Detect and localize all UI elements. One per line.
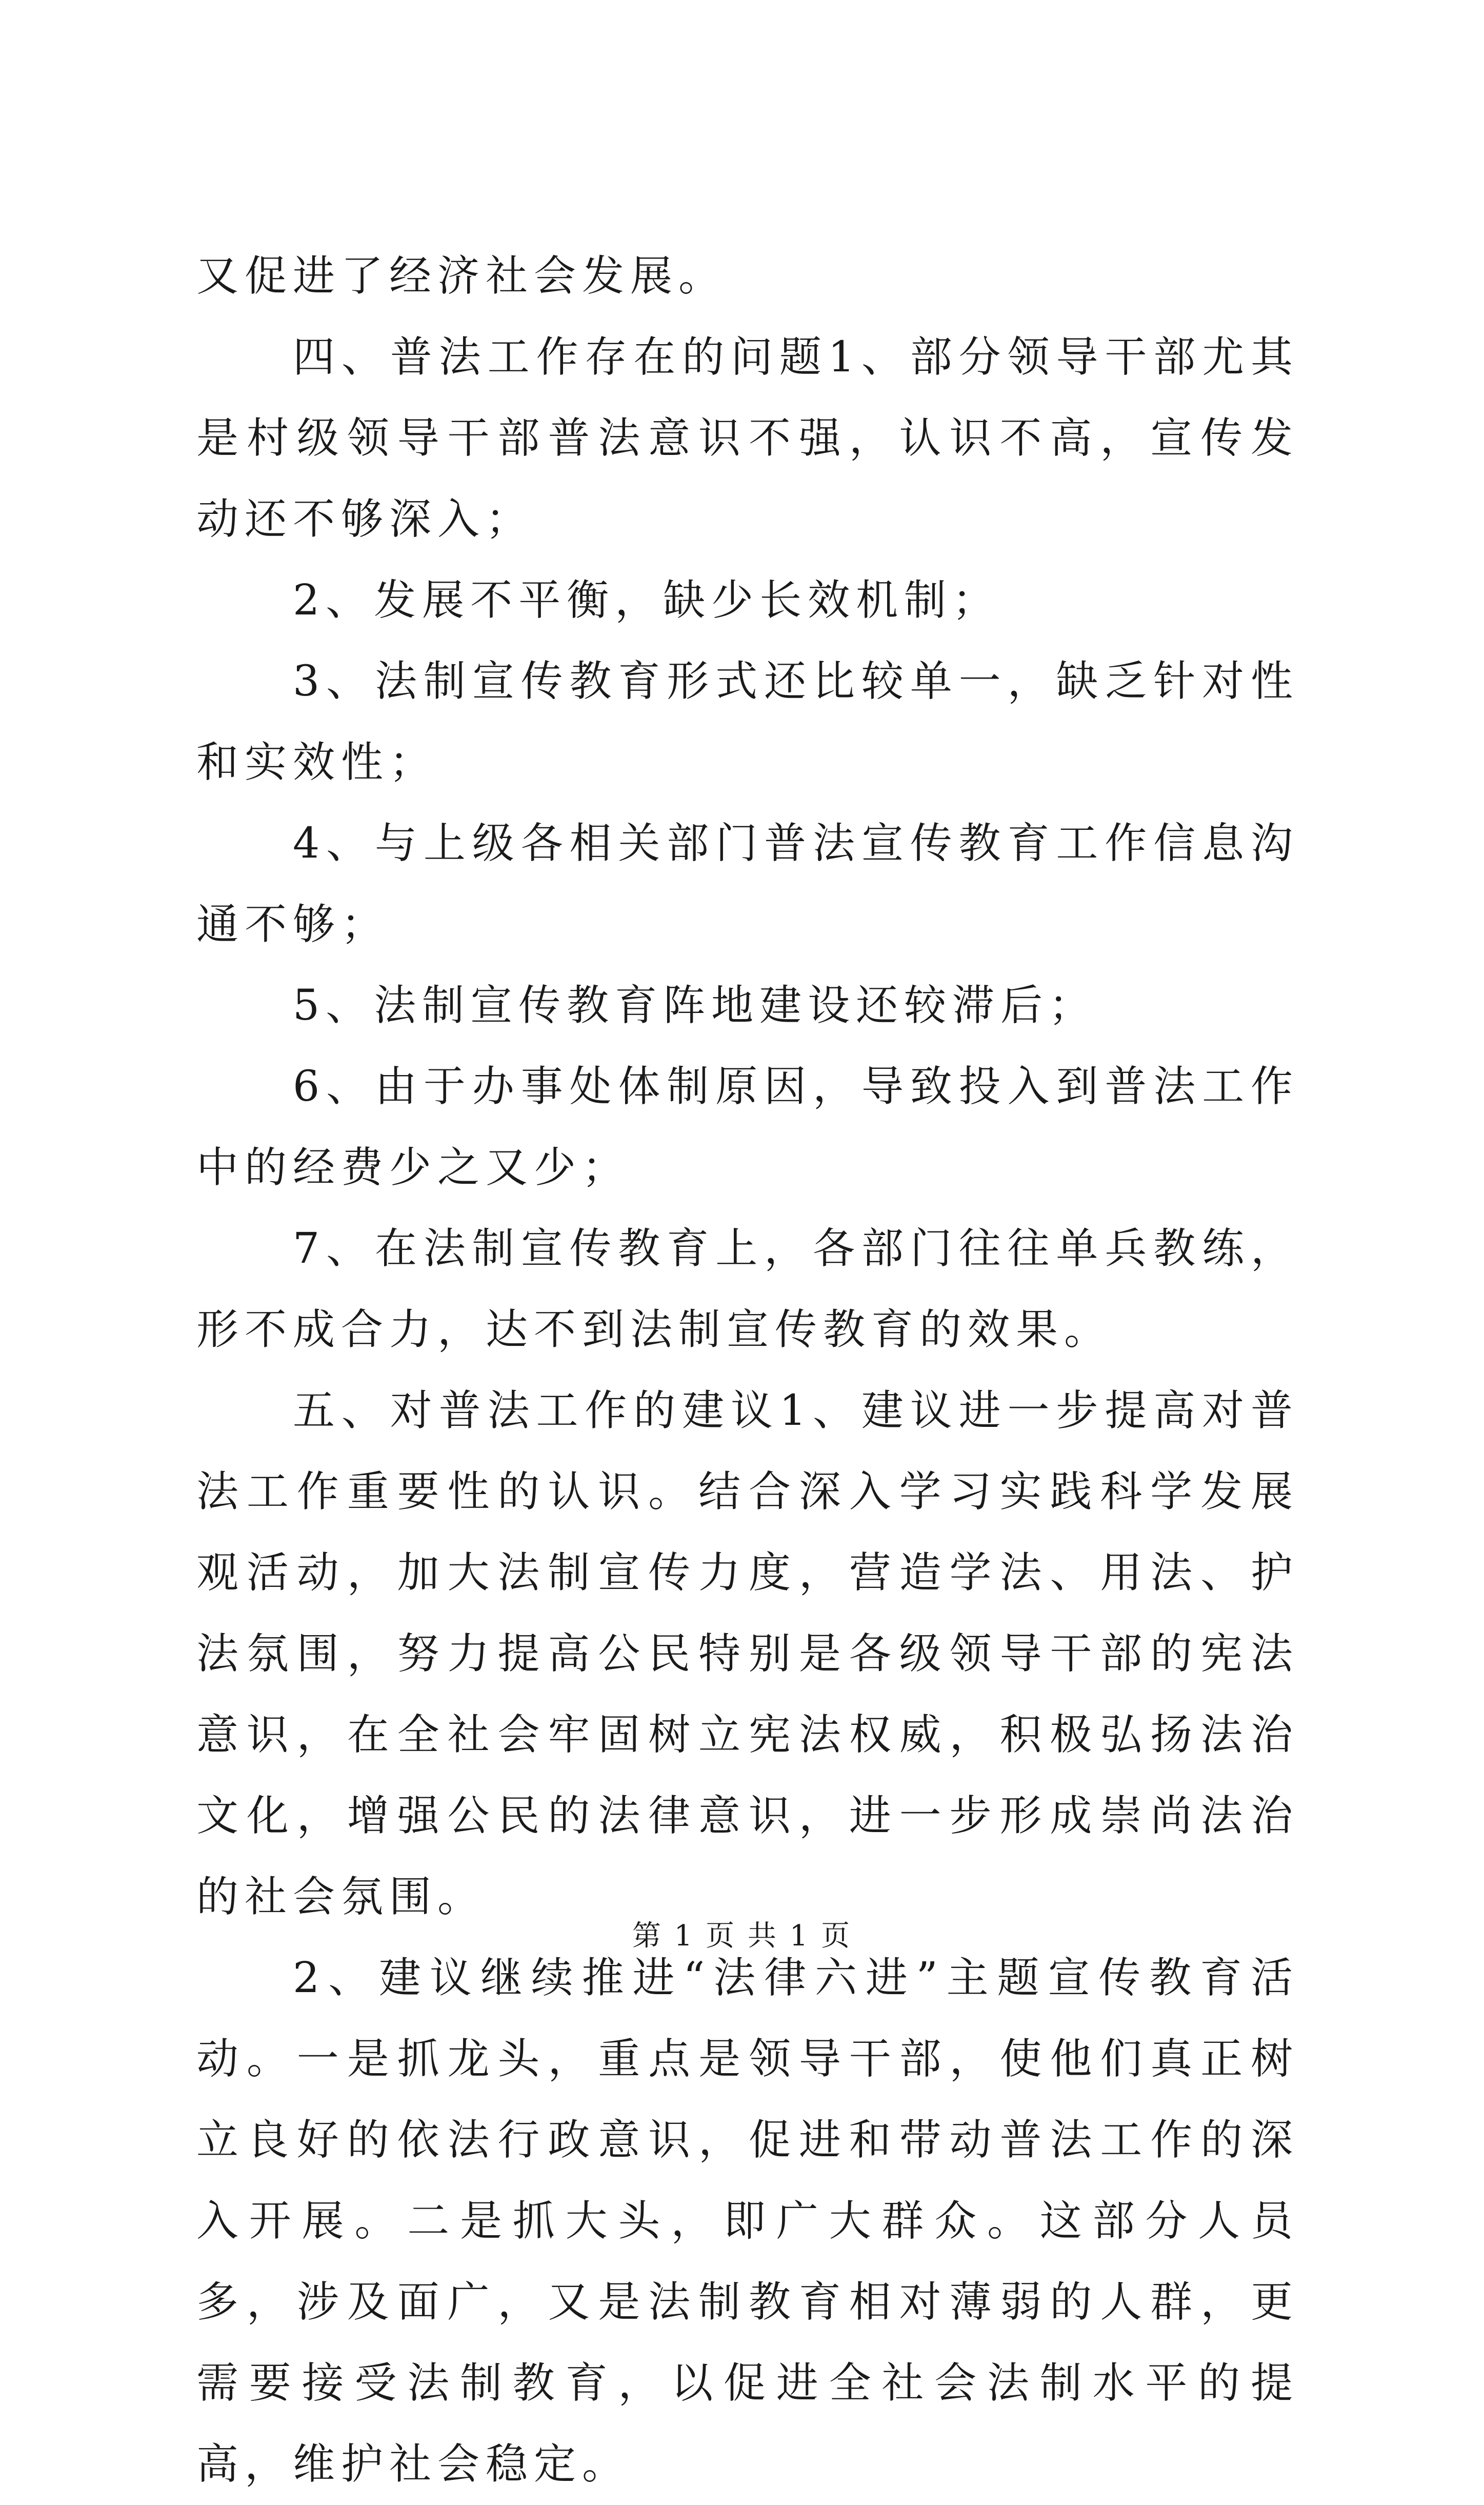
page-footer: 第 1 页 共 1 页 [632, 1919, 852, 1953]
paragraph-suggestion-2: 2、建议继续推进“法律六进”主题宣传教育活动。一是抓龙头，重点是领导干部，使他们真正树立良好的依法行政意识，促进和带动普法工作的深入开展。二是抓大头，即广大群众。这部分人员多，涉及面广，又是法制教育相对薄弱的人群，更需要接受法制教育，以促进全社会法制水平的提高，维护社会稳定。 [196, 1954, 1299, 2489]
paragraph-problem-3: 3、法制宣传教育形式还比较单一，缺乏针对性和实效性； [196, 657, 1299, 787]
paragraph-problem-7: 7、在法制宣传教育上，各部门往往单兵教练，形不成合力，达不到法制宣传教育的效果。 [196, 1224, 1299, 1354]
paragraph-problem-4: 4、与上级各相关部门普法宣传教育工作信息沟通不够； [196, 819, 1299, 949]
paragraph-problem-6: 6、由于办事处体制原因，导致投入到普法工作中的经费少之又少； [196, 1062, 1299, 1192]
paragraph-problem-2: 2、发展不平衡，缺少长效机制； [293, 576, 1001, 625]
paragraph-continuation: 又促进了经济社会发展。 [196, 252, 727, 301]
document-body [196, 236, 1299, 2505]
paragraph-suggestions-intro: 五、对普法工作的建议1、建议进一步提高对普法工作重要性的认识。结合深入学习实践科学发展观活动，加大法制宣传力度，营造学法、用法、护法氛围，努力提高公民特别是各级领导干部的宪法意识，在全社会牢固树立宪法权威，积极弘扬法治文化，增强公民的法律意识，进一步形成崇尚法治的社会氛围。 [196, 1386, 1299, 1921]
paragraph-problem-5: 5、法制宣传教育阵地建设还较滞后； [293, 981, 1097, 1030]
paragraph-problems-intro: 四、普法工作存在的问题1、部分领导干部尤其是村级领导干部普法意识不强，认识不高，宣传发动还不够深入； [196, 333, 1299, 544]
